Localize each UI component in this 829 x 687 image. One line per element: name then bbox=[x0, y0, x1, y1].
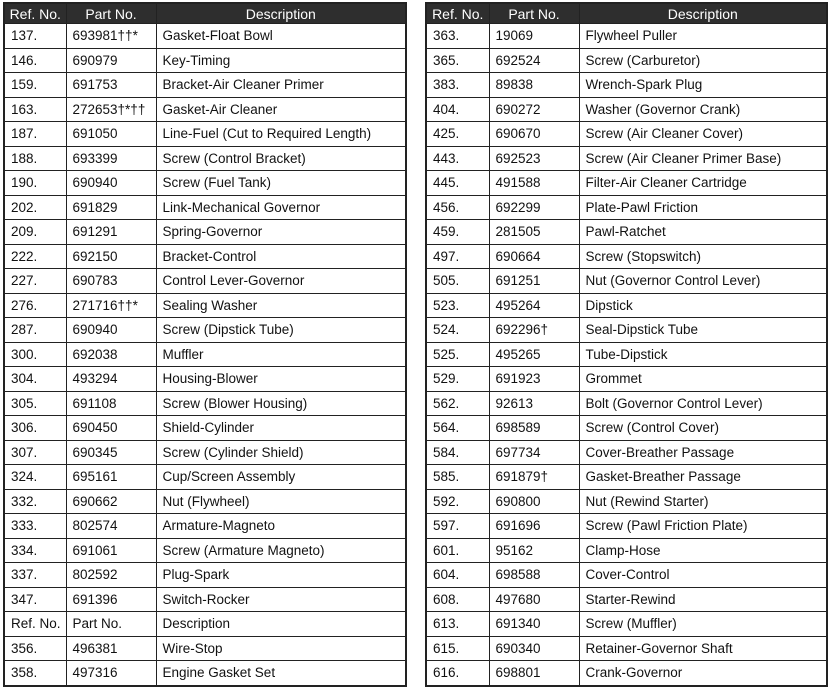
description-cell: Screw (Air Cleaner Primer Base) bbox=[579, 146, 827, 171]
table-row bbox=[4, 440, 406, 465]
description-cell: Nut (Rewind Starter) bbox=[579, 489, 827, 514]
part-no-cell: 691396 bbox=[66, 587, 156, 612]
table-row bbox=[4, 514, 406, 539]
table-row bbox=[426, 465, 827, 490]
table-row bbox=[426, 661, 827, 686]
part-no-cell: 692150 bbox=[66, 244, 156, 269]
description-cell: Flywheel Puller bbox=[579, 24, 827, 49]
table-row bbox=[426, 269, 827, 294]
part-no-cell: 698801 bbox=[489, 661, 579, 686]
table-row bbox=[426, 489, 827, 514]
part-no-cell: 802574 bbox=[66, 514, 156, 539]
part-no-cell: 691829 bbox=[66, 195, 156, 220]
part-no-cell: 690979 bbox=[66, 48, 156, 73]
description-cell: Wrench-Spark Plug bbox=[579, 73, 827, 98]
ref-no-cell: 227. bbox=[4, 269, 66, 294]
part-no-cell: 691061 bbox=[66, 538, 156, 563]
description-cell: Screw (Pawl Friction Plate) bbox=[579, 514, 827, 539]
ref-no-cell: 358. bbox=[4, 661, 66, 686]
description-cell: Screw (Muffler) bbox=[579, 612, 827, 637]
description-cell: Description bbox=[156, 612, 406, 637]
table-row bbox=[4, 195, 406, 220]
description-cell: Seal-Dipstick Tube bbox=[579, 318, 827, 343]
part-no-cell: 692299 bbox=[489, 195, 579, 220]
ref-no-cell: 222. bbox=[4, 244, 66, 269]
part-no-cell: 690450 bbox=[66, 416, 156, 441]
part-no-cell: 692296† bbox=[489, 318, 579, 343]
table-row bbox=[426, 195, 827, 220]
part-no-cell: 691108 bbox=[66, 391, 156, 416]
part-no-cell: 690940 bbox=[66, 171, 156, 196]
ref-no-header: Ref. No. bbox=[4, 3, 66, 24]
part-no-cell: 692524 bbox=[489, 48, 579, 73]
table-row bbox=[4, 293, 406, 318]
ref-no-cell: 300. bbox=[4, 342, 66, 367]
ref-no-cell: 363. bbox=[426, 24, 489, 49]
description-cell: Screw (Fuel Tank) bbox=[156, 171, 406, 196]
ref-no-cell: 608. bbox=[426, 587, 489, 612]
table-row bbox=[4, 24, 406, 49]
ref-no-cell: 276. bbox=[4, 293, 66, 318]
ref-no-cell: 459. bbox=[426, 220, 489, 245]
table-row bbox=[426, 440, 827, 465]
table-row bbox=[4, 636, 406, 661]
description-cell: Link-Mechanical Governor bbox=[156, 195, 406, 220]
part-no-cell: 692038 bbox=[66, 342, 156, 367]
ref-no-cell: 529. bbox=[426, 367, 489, 392]
part-no-cell: 690340 bbox=[489, 636, 579, 661]
table-row bbox=[4, 342, 406, 367]
ref-no-cell: 137. bbox=[4, 24, 66, 49]
table-header-row bbox=[4, 3, 406, 24]
table-row bbox=[4, 367, 406, 392]
table-row bbox=[426, 24, 827, 49]
table-row bbox=[426, 318, 827, 343]
table-row bbox=[426, 73, 827, 98]
description-cell: Wire-Stop bbox=[156, 636, 406, 661]
description-cell: Engine Gasket Set bbox=[156, 661, 406, 686]
table-row bbox=[4, 538, 406, 563]
table-row bbox=[426, 122, 827, 147]
table-row bbox=[426, 391, 827, 416]
ref-no-cell: 445. bbox=[426, 171, 489, 196]
description-cell: Tube-Dipstick bbox=[579, 342, 827, 367]
table-row bbox=[4, 269, 406, 294]
ref-no-cell: 307. bbox=[4, 440, 66, 465]
table-row bbox=[426, 636, 827, 661]
ref-no-cell: 601. bbox=[426, 538, 489, 563]
description-cell: Shield-Cylinder bbox=[156, 416, 406, 441]
ref-no-cell: 443. bbox=[426, 146, 489, 171]
part-no-cell: 690670 bbox=[489, 122, 579, 147]
part-no-cell: Part No. bbox=[66, 612, 156, 637]
ref-no-cell: 356. bbox=[4, 636, 66, 661]
part-no-cell: 690783 bbox=[66, 269, 156, 294]
table-row bbox=[426, 244, 827, 269]
part-no-cell: 495264 bbox=[489, 293, 579, 318]
part-no-cell: 692523 bbox=[489, 146, 579, 171]
table-row bbox=[4, 661, 406, 686]
table-row bbox=[4, 73, 406, 98]
table-row bbox=[426, 514, 827, 539]
table-row bbox=[4, 220, 406, 245]
description-cell: Nut (Flywheel) bbox=[156, 489, 406, 514]
ref-no-cell: 456. bbox=[426, 195, 489, 220]
part-no-cell: 690664 bbox=[489, 244, 579, 269]
table-row bbox=[4, 244, 406, 269]
table-row bbox=[426, 146, 827, 171]
part-no-header: Part No. bbox=[489, 3, 579, 24]
description-cell: Washer (Governor Crank) bbox=[579, 97, 827, 122]
ref-no-cell: 159. bbox=[4, 73, 66, 98]
parts-table-left bbox=[3, 2, 407, 687]
description-cell: Bracket-Control bbox=[156, 244, 406, 269]
part-no-cell: 89838 bbox=[489, 73, 579, 98]
part-no-cell: 19069 bbox=[489, 24, 579, 49]
ref-no-cell: 383. bbox=[426, 73, 489, 98]
part-no-cell: 493294 bbox=[66, 367, 156, 392]
part-no-cell: 691879† bbox=[489, 465, 579, 490]
part-no-cell: 92613 bbox=[489, 391, 579, 416]
ref-no-cell: 332. bbox=[4, 489, 66, 514]
part-no-cell: 271716††* bbox=[66, 293, 156, 318]
description-cell: Filter-Air Cleaner Cartridge bbox=[579, 171, 827, 196]
table-row bbox=[4, 171, 406, 196]
table-header-row bbox=[426, 3, 827, 24]
ref-no-cell: 585. bbox=[426, 465, 489, 490]
part-no-cell: 693981††* bbox=[66, 24, 156, 49]
description-cell: Starter-Rewind bbox=[579, 587, 827, 612]
ref-no-header: Ref. No. bbox=[426, 3, 489, 24]
description-cell: Cover-Breather Passage bbox=[579, 440, 827, 465]
table-row bbox=[426, 342, 827, 367]
description-cell: Screw (Dipstick Tube) bbox=[156, 318, 406, 343]
part-no-cell: 691340 bbox=[489, 612, 579, 637]
part-no-cell: 691251 bbox=[489, 269, 579, 294]
ref-no-cell: 615. bbox=[426, 636, 489, 661]
ref-no-cell: 584. bbox=[426, 440, 489, 465]
table-row bbox=[426, 97, 827, 122]
description-cell: Line-Fuel (Cut to Required Length) bbox=[156, 122, 406, 147]
table-row bbox=[4, 318, 406, 343]
ref-no-cell: 616. bbox=[426, 661, 489, 686]
table-row bbox=[4, 146, 406, 171]
description-cell: Crank-Governor bbox=[579, 661, 827, 686]
part-no-cell: 691050 bbox=[66, 122, 156, 147]
part-no-cell: 690940 bbox=[66, 318, 156, 343]
part-no-cell: 697734 bbox=[489, 440, 579, 465]
ref-no-cell: 324. bbox=[4, 465, 66, 490]
description-cell: Screw (Carburetor) bbox=[579, 48, 827, 73]
description-cell: Gasket-Air Cleaner bbox=[156, 97, 406, 122]
description-cell: Gasket-Float Bowl bbox=[156, 24, 406, 49]
part-no-cell: 698588 bbox=[489, 563, 579, 588]
description-cell: Switch-Rocker bbox=[156, 587, 406, 612]
ref-no-cell: 613. bbox=[426, 612, 489, 637]
description-cell: Screw (Blower Housing) bbox=[156, 391, 406, 416]
ref-no-cell: 592. bbox=[426, 489, 489, 514]
part-no-cell: 690662 bbox=[66, 489, 156, 514]
description-cell: Grommet bbox=[579, 367, 827, 392]
description-cell: Sealing Washer bbox=[156, 293, 406, 318]
table-row bbox=[426, 587, 827, 612]
ref-no-cell: 306. bbox=[4, 416, 66, 441]
table-row bbox=[426, 48, 827, 73]
table-row bbox=[426, 563, 827, 588]
ref-no-cell: 287. bbox=[4, 318, 66, 343]
description-header: Description bbox=[579, 3, 827, 24]
table-row bbox=[4, 416, 406, 441]
ref-no-cell: 305. bbox=[4, 391, 66, 416]
part-no-cell: 695161 bbox=[66, 465, 156, 490]
ref-no-cell: 337. bbox=[4, 563, 66, 588]
ref-no-cell: 562. bbox=[426, 391, 489, 416]
ref-no-cell: 524. bbox=[426, 318, 489, 343]
part-no-cell: 496381 bbox=[66, 636, 156, 661]
table-row bbox=[426, 416, 827, 441]
description-cell: Dipstick bbox=[579, 293, 827, 318]
description-cell: Muffler bbox=[156, 342, 406, 367]
description-cell: Armature-Magneto bbox=[156, 514, 406, 539]
ref-no-cell: 187. bbox=[4, 122, 66, 147]
part-no-cell: 691753 bbox=[66, 73, 156, 98]
ref-no-cell: 597. bbox=[426, 514, 489, 539]
ref-no-cell: 202. bbox=[4, 195, 66, 220]
part-no-cell: 691923 bbox=[489, 367, 579, 392]
description-header: Description bbox=[156, 3, 406, 24]
table-row bbox=[4, 122, 406, 147]
table-row bbox=[4, 587, 406, 612]
table-row bbox=[4, 563, 406, 588]
table-row bbox=[4, 48, 406, 73]
description-cell: Key-Timing bbox=[156, 48, 406, 73]
table-row bbox=[426, 171, 827, 196]
description-cell: Screw (Control Cover) bbox=[579, 416, 827, 441]
description-cell: Spring-Governor bbox=[156, 220, 406, 245]
description-cell: Plate-Pawl Friction bbox=[579, 195, 827, 220]
description-cell: Screw (Cylinder Shield) bbox=[156, 440, 406, 465]
part-no-cell: 497316 bbox=[66, 661, 156, 686]
description-cell: Bracket-Air Cleaner Primer bbox=[156, 73, 406, 98]
table-row bbox=[426, 367, 827, 392]
part-no-cell: 690800 bbox=[489, 489, 579, 514]
table-row bbox=[4, 97, 406, 122]
part-no-cell: 802592 bbox=[66, 563, 156, 588]
description-cell: Gasket-Breather Passage bbox=[579, 465, 827, 490]
part-no-cell: 491588 bbox=[489, 171, 579, 196]
parts-table-right bbox=[425, 2, 828, 687]
table-row bbox=[4, 612, 406, 637]
ref-no-cell: Ref. No. bbox=[4, 612, 66, 637]
ref-no-cell: 425. bbox=[426, 122, 489, 147]
ref-no-cell: 163. bbox=[4, 97, 66, 122]
ref-no-cell: 334. bbox=[4, 538, 66, 563]
description-cell: Cup/Screen Assembly bbox=[156, 465, 406, 490]
description-cell: Clamp-Hose bbox=[579, 538, 827, 563]
part-no-cell: 698589 bbox=[489, 416, 579, 441]
description-cell: Screw (Stopswitch) bbox=[579, 244, 827, 269]
description-cell: Cover-Control bbox=[579, 563, 827, 588]
part-no-cell: 691291 bbox=[66, 220, 156, 245]
description-cell: Screw (Air Cleaner Cover) bbox=[579, 122, 827, 147]
part-no-cell: 690272 bbox=[489, 97, 579, 122]
description-cell: Plug-Spark bbox=[156, 563, 406, 588]
part-no-header: Part No. bbox=[66, 3, 156, 24]
description-cell: Nut (Governor Control Lever) bbox=[579, 269, 827, 294]
part-no-cell: 281505 bbox=[489, 220, 579, 245]
part-no-cell: 691696 bbox=[489, 514, 579, 539]
ref-no-cell: 209. bbox=[4, 220, 66, 245]
part-no-cell: 272653†*†† bbox=[66, 97, 156, 122]
ref-no-cell: 525. bbox=[426, 342, 489, 367]
table-row bbox=[426, 612, 827, 637]
description-cell: Bolt (Governor Control Lever) bbox=[579, 391, 827, 416]
part-no-cell: 690345 bbox=[66, 440, 156, 465]
part-no-cell: 95162 bbox=[489, 538, 579, 563]
ref-no-cell: 497. bbox=[426, 244, 489, 269]
ref-no-cell: 347. bbox=[4, 587, 66, 612]
description-cell: Screw (Armature Magneto) bbox=[156, 538, 406, 563]
ref-no-cell: 523. bbox=[426, 293, 489, 318]
part-no-cell: 497680 bbox=[489, 587, 579, 612]
ref-no-cell: 604. bbox=[426, 563, 489, 588]
part-no-cell: 693399 bbox=[66, 146, 156, 171]
ref-no-cell: 333. bbox=[4, 514, 66, 539]
table-row bbox=[426, 538, 827, 563]
ref-no-cell: 190. bbox=[4, 171, 66, 196]
description-cell: Pawl-Ratchet bbox=[579, 220, 827, 245]
description-cell: Retainer-Governor Shaft bbox=[579, 636, 827, 661]
description-cell: Housing-Blower bbox=[156, 367, 406, 392]
ref-no-cell: 505. bbox=[426, 269, 489, 294]
part-no-cell: 495265 bbox=[489, 342, 579, 367]
description-cell: Screw (Control Bracket) bbox=[156, 146, 406, 171]
ref-no-cell: 564. bbox=[426, 416, 489, 441]
description-cell: Control Lever-Governor bbox=[156, 269, 406, 294]
table-row bbox=[426, 220, 827, 245]
table-row bbox=[4, 489, 406, 514]
ref-no-cell: 304. bbox=[4, 367, 66, 392]
ref-no-cell: 404. bbox=[426, 97, 489, 122]
table-row bbox=[4, 391, 406, 416]
table-row bbox=[426, 293, 827, 318]
table-row bbox=[4, 465, 406, 490]
ref-no-cell: 188. bbox=[4, 146, 66, 171]
ref-no-cell: 146. bbox=[4, 48, 66, 73]
ref-no-cell: 365. bbox=[426, 48, 489, 73]
